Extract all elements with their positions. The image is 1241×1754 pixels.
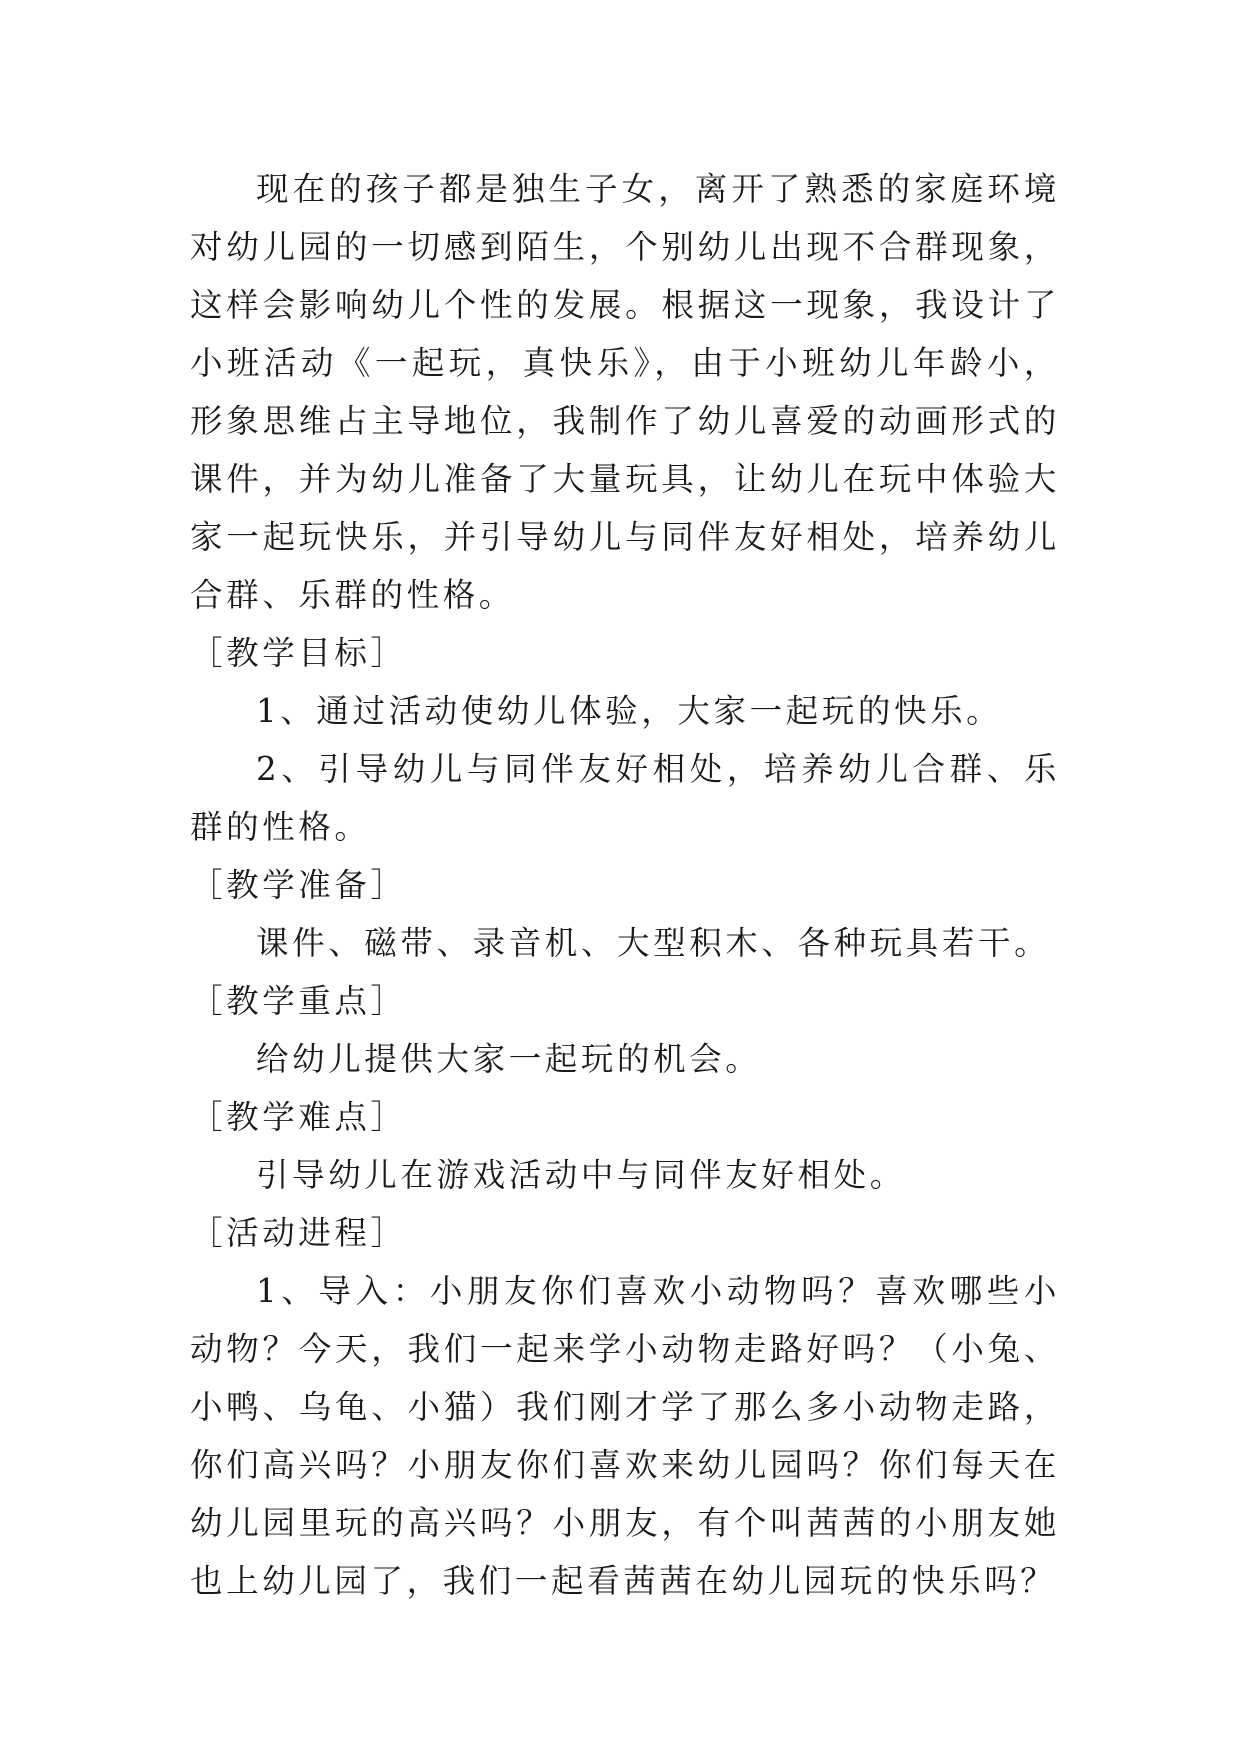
intro-paragraph: 现在的孩子都是独生子女，离开了熟悉的家庭环境对幼儿园的一切感到陌生，个别幼儿出现不合群现象，这样会影响幼儿个性的发展。根据这一现象，我设计了小班活动《一起玩，真快乐》，由于小班幼儿年龄小，形象思维占主导地位，我制作了幼儿喜爱的动画形式的课件，并为幼儿准备了大量玩具，让幼儿在玩中体验大家一起玩快乐，并引导幼儿与同伴友好相处，培养幼儿合群、乐群的性格。 <box>190 170 1060 614</box>
key-points-paragraph: 给幼儿提供大家一起玩的机会。 <box>256 1040 762 1078</box>
section-heading-activity-process: ［活动进程］ <box>190 1214 407 1252</box>
section-heading-difficulties: ［教学难点］ <box>190 1098 407 1136</box>
goal-item-1: 1、通过活动使幼儿体验，大家一起玩的快乐。 <box>256 692 1003 730</box>
goal-item-2: 2、引导幼儿与同伴友好相处，培养幼儿合群、乐群的性格。 <box>190 750 1060 846</box>
document-body <box>190 160 1060 1610</box>
activity-step-1: 1、导入：小朋友你们喜欢小动物吗？喜欢哪些小动物？今天，我们一起来学小动物走路好吗？（小兔、小鸭、乌龟、小猫）我们刚才学了那么多小动物走路，你们高兴吗？小朋友你们喜欢来幼儿园吗？你们每天在幼儿园里玩的高兴吗？小朋友，有个叫茜茜的小朋友她也上幼儿园了，我们一起看茜茜在幼儿园玩的快乐吗？ <box>190 1272 1060 1600</box>
section-heading-teaching-preparation: ［教学准备］ <box>190 866 407 904</box>
difficulties-paragraph: 引导幼儿在游戏活动中与同伴友好相处。 <box>256 1156 906 1194</box>
section-heading-teaching-goals: ［教学目标］ <box>190 634 407 672</box>
section-heading-key-points: ［教学重点］ <box>190 982 407 1020</box>
preparation-paragraph: 课件、磁带、录音机、大型积木、各种玩具若干。 <box>256 924 1051 962</box>
